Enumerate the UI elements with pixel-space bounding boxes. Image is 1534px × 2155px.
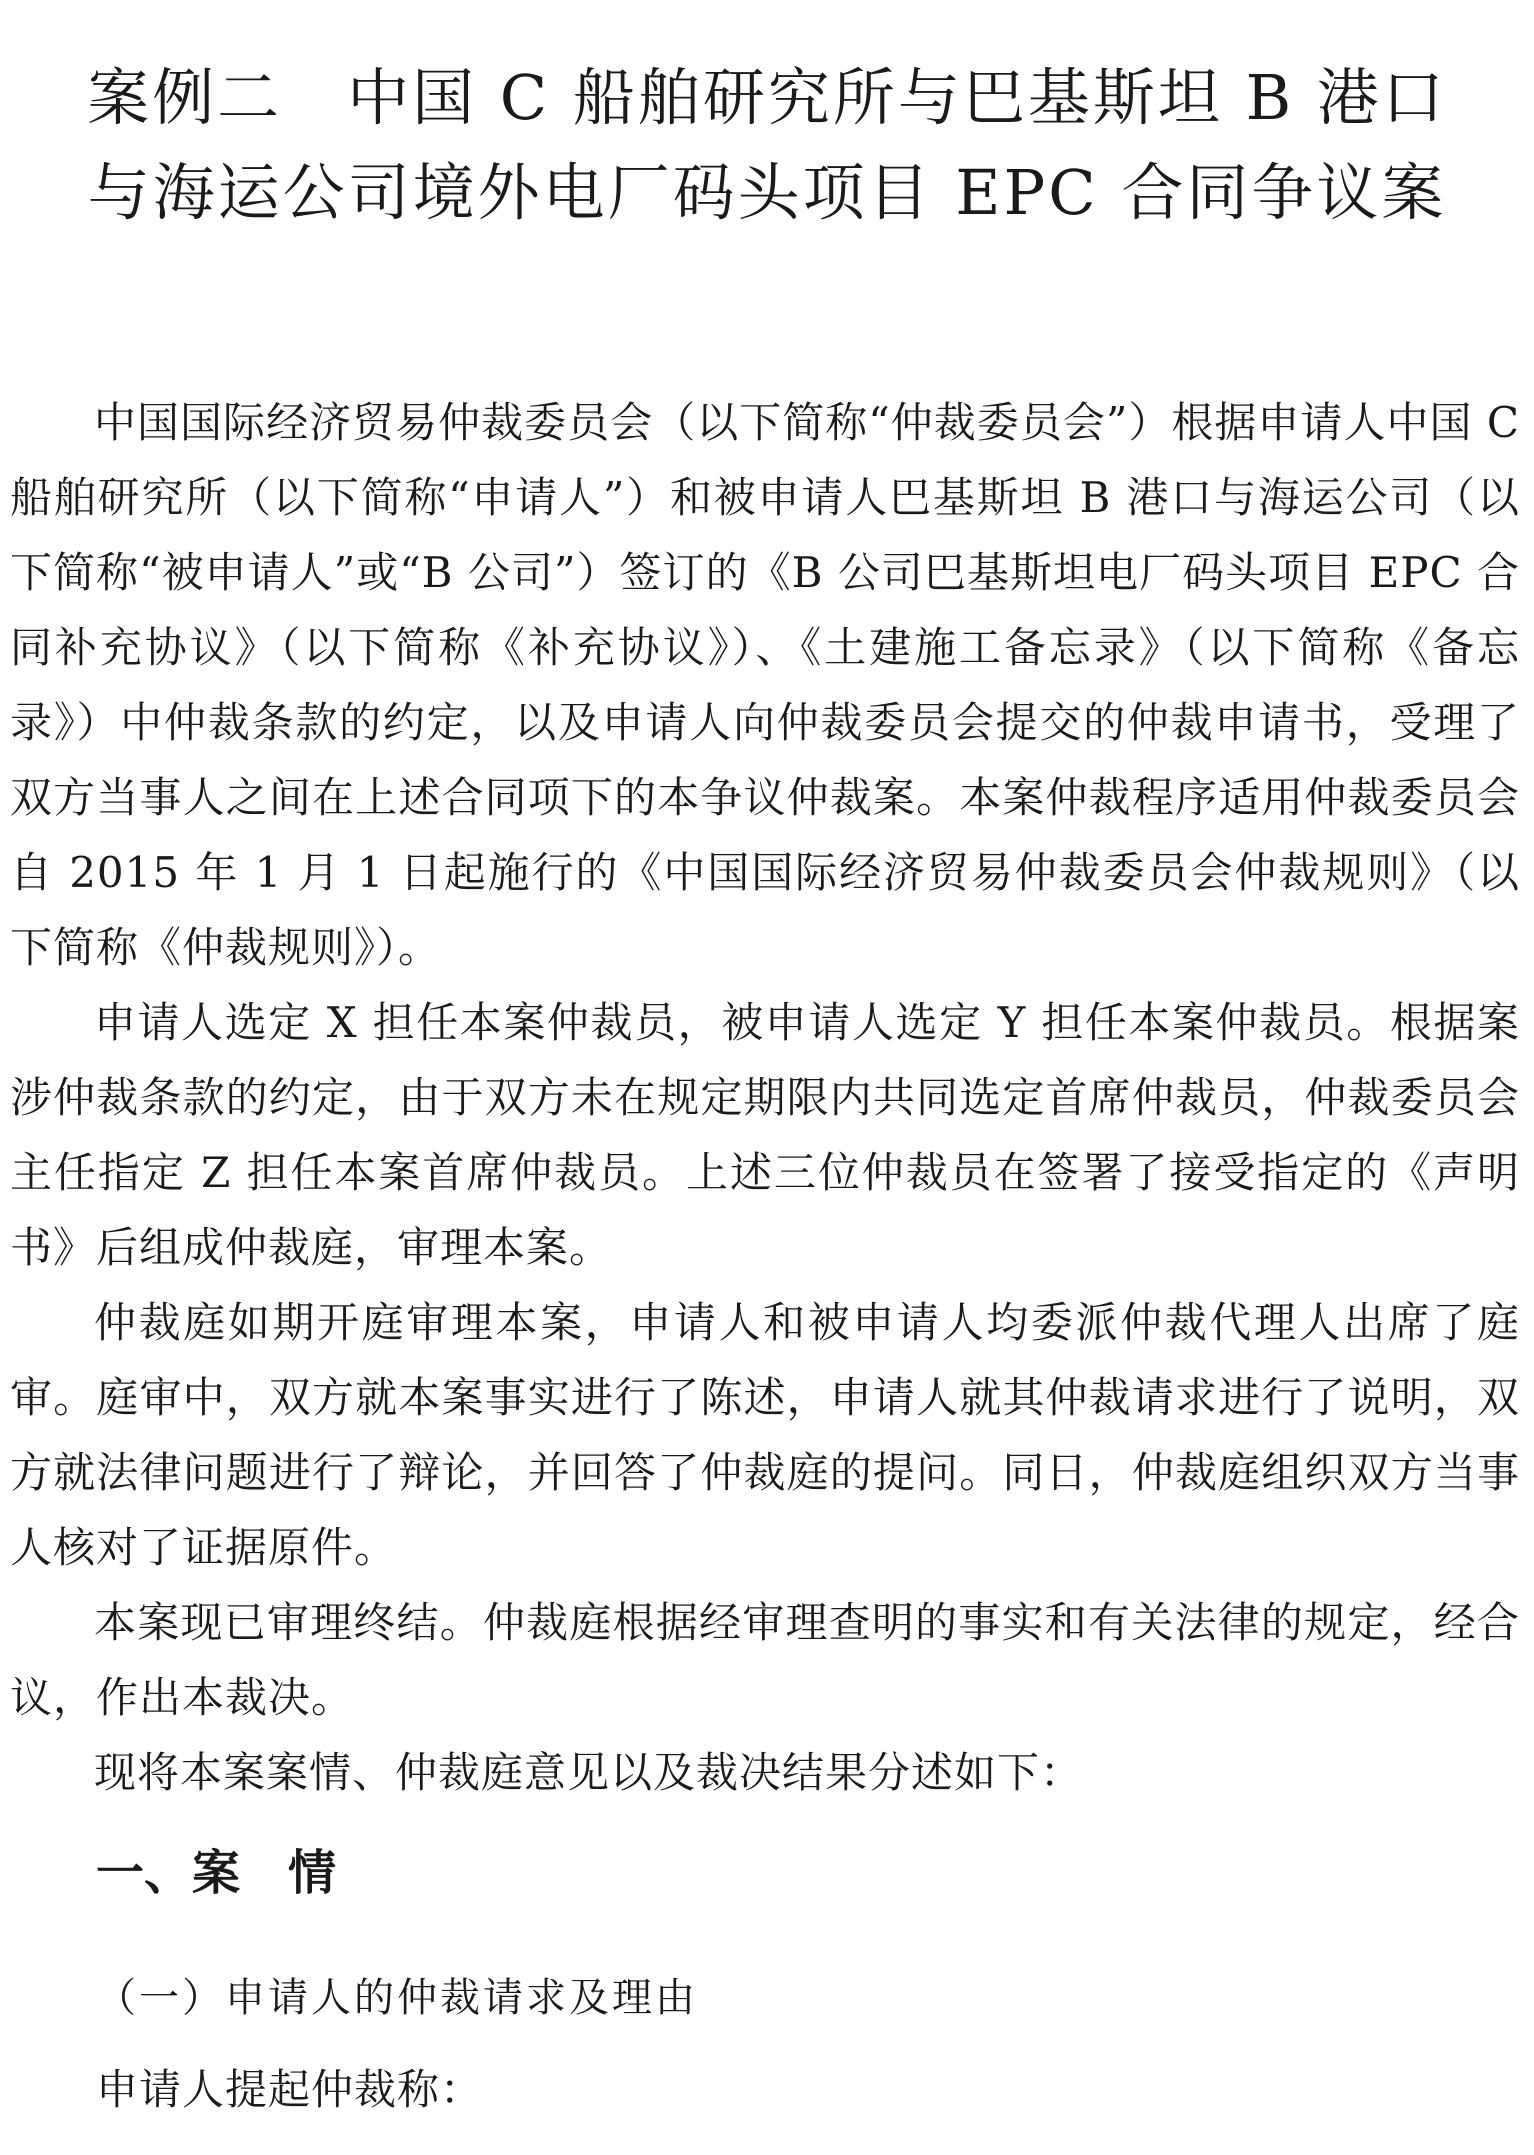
document-body (10, 385, 1520, 1810)
paragraph-conclusion: 本案现已审理终结。仲裁庭根据经审理查明的事实和有关法律的规定，经合议，作出本裁决。 (10, 1598, 1520, 1722)
section-first-line: 申请人提起仲裁称： (96, 2065, 484, 2114)
paragraph-outline: 现将本案案情、仲裁庭意见以及裁决结果分述如下： (94, 1748, 1084, 1797)
paragraph-hearing: 仲裁庭如期开庭审理本案，申请人和被申请人均委派仲裁代理人出席了庭审。庭审中，双方就本案事实进行了陈述，申请人就其仲裁请求进行了说明，双方就法律问题进行了辩论，并回答了仲裁庭的提问。同日，仲裁庭组织双方当事人核对了证据原件。 (10, 1298, 1520, 1572)
section-subheading: （一）申请人的仲裁请求及理由 (96, 1975, 698, 2021)
section-heading: 一、案 情 (96, 1845, 337, 1901)
paragraph-intro: 中国国际经济贸易仲裁委员会（以下简称“仲裁委员会”）根据申请人中国 C 船舶研究所（以下简称“申请人”）和被申请人巴基斯坦 B 港口与海运公司（以下简称“被申请人”或“B 公司”）签订的《B 公司巴基斯坦电厂码头项目 EPC 合同补充协议》（以下简称《补充协议》）、《土建施工备忘录》（以下简称《备忘录》）中仲裁条款的约定，以及申请人向仲裁委员会提交的仲裁申请书，受理了双方当事人之间在上述合同项下的本争议仲裁案。本案仲裁程序适用仲裁委员会自 2015 年 1 月 1 日起施行的《中国国际经济贸易仲裁委员会仲裁规则》（以下简称《仲裁规则》）。 (10, 398, 1520, 972)
document-title (0, 50, 1534, 240)
paragraph-arbitrators: 申请人选定 X 担任本案仲裁员，被申请人选定 Y 担任本案仲裁员。根据案涉仲裁条款的约定，由于双方未在规定期限内共同选定首席仲裁员，仲裁委员会主任指定 Z 担任本案首席仲裁员。上述三位仲裁员在签署了接受指定的《声明书》后组成仲裁庭，审理本案。 (10, 998, 1520, 1272)
title-line-2: 与海运公司境外电厂码头项目 EPC 合同争议案 (87, 156, 1447, 229)
title-line-1: 案例二 中国 C 船舶研究所与巴基斯坦 B 港口 (87, 61, 1447, 134)
